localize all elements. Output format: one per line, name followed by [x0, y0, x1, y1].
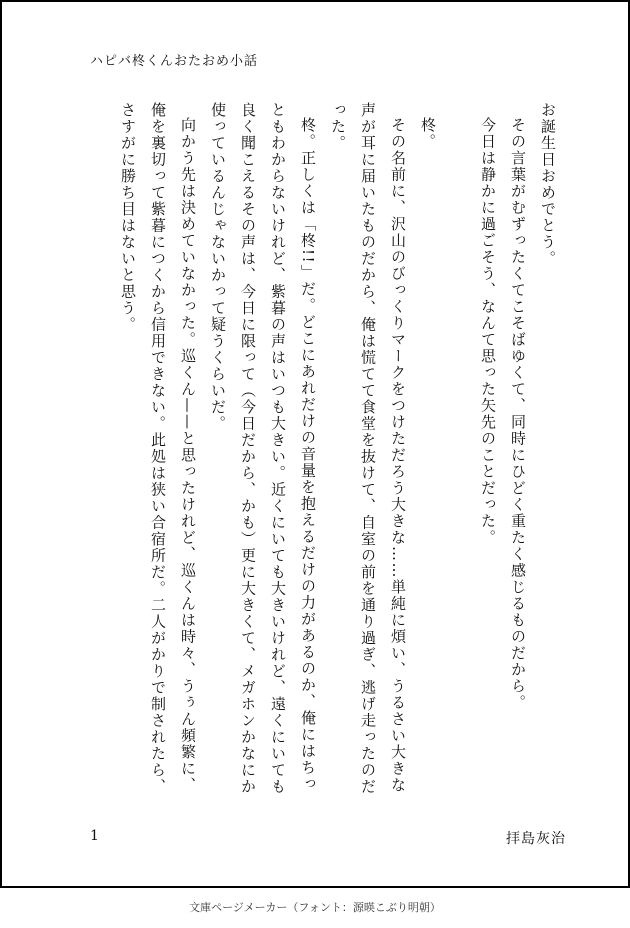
generator-caption: 文庫ページメーカー（フォント：源暎こぶり明朝） [189, 901, 441, 914]
running-title: ハピバ柊くんおたおめ小話 [90, 54, 259, 69]
paragraph: お誕生日おめでとう。 [539, 102, 557, 267]
paragraph: 柊。正しくは「柊!!」だ。どこにあれだけの音量を抱えるだけの力があるのか、俺にはちっともわからないけれど、紫暮の声はいつも大きい。近くにいても大きいけれど、遠くにいても良く聞こえるその声は、今日に限って（今日だから、かも）更に大きくて、メガホンかなにか使っているんじゃないかって疑うくらいだ。 [209, 102, 317, 795]
vertical-body-text [113, 102, 563, 802]
paragraph: その名前に、沢山のびっくりマークをつけただろう大きな……単純に煩い、うるさい大きな声が耳に届いたものだから、俺は慌てて食堂を抜けて、自室の前を通り過ぎ、逃げ走ったのだった。 [329, 102, 407, 795]
paragraph: その言葉がむずったくてこそばゆくて、同時にひどく重たく感じるものだから。 [509, 117, 527, 711]
paragraph: 柊。 [419, 117, 437, 150]
paragraph: 向かう先は決めていなかった。巡くん——と思ったけれど、巡くんは時々、うぅん頻繁に、俺を裏切って紫暮につくから信用できない。此処は狭い合宿所だ。二人がかりで制されたら、さすがに勝ち目はないと思う。 [119, 102, 197, 795]
blank-line [443, 102, 473, 802]
author-name: 拝島灰治 [506, 831, 566, 847]
page-number: 1 [90, 828, 99, 844]
paragraph: 今日は静かに過ごそう、なんて思った矢先のことだった。 [479, 117, 497, 546]
